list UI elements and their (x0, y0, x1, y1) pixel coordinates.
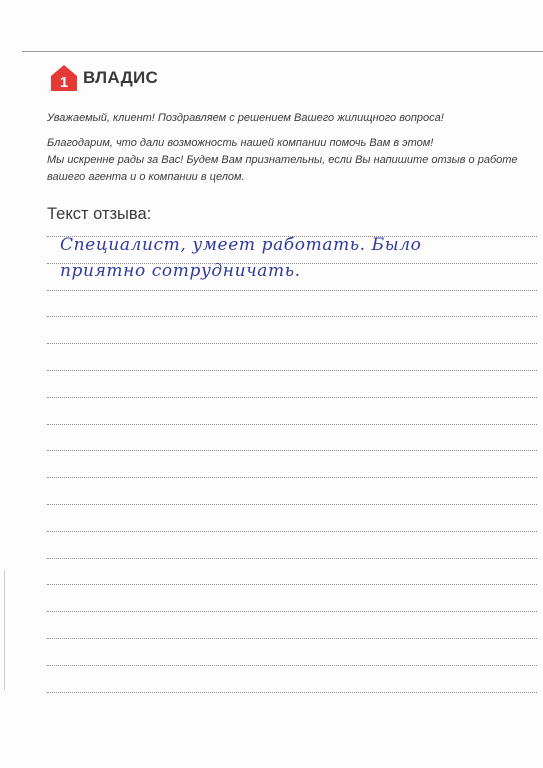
ruled-line (47, 290, 537, 291)
ruled-line (47, 450, 537, 451)
logo-badge-number: 1 (59, 74, 69, 91)
ruled-line (47, 692, 537, 693)
ruled-line (47, 316, 537, 317)
ruled-line (47, 370, 537, 371)
thanks-line: Благодарим, что дали возможность нашей компании помочь Вам в этом! (47, 137, 434, 149)
greeting-line: Уважаемый, клиент! Поздравляем с решением Вашего жилищного вопроса! (47, 112, 444, 124)
ruled-line (47, 343, 537, 344)
company-name: ВЛАДИС (83, 68, 159, 87)
handwritten-line-2: приятно сотрудничать. (60, 261, 301, 281)
ruled-line (47, 504, 537, 505)
ruled-line (47, 584, 537, 585)
request-line: Мы искренне рады за Вас! Будем Вам признательны, если Вы напишите отзыв о работе (47, 154, 518, 166)
ruled-line (47, 638, 537, 639)
ruled-line (47, 397, 537, 398)
ruled-line (47, 611, 537, 612)
ruled-line (47, 531, 537, 532)
ruled-line (47, 558, 537, 559)
company-logo (50, 64, 158, 92)
ruled-line (47, 424, 537, 425)
intro-text (47, 110, 527, 186)
house-badge-icon (50, 64, 78, 92)
handwritten-review (60, 232, 480, 284)
top-divider (22, 51, 543, 52)
request-line-continued: вашего агента и о компании в целом. (47, 171, 245, 183)
handwritten-line-1: Специалист, умеет работать. Было (60, 235, 422, 255)
scan-edge-mark (4, 570, 5, 690)
ruled-line (47, 665, 537, 666)
ruled-writing-area (47, 236, 537, 716)
review-heading: Текст отзыва: (47, 205, 152, 223)
ruled-line (47, 477, 537, 478)
